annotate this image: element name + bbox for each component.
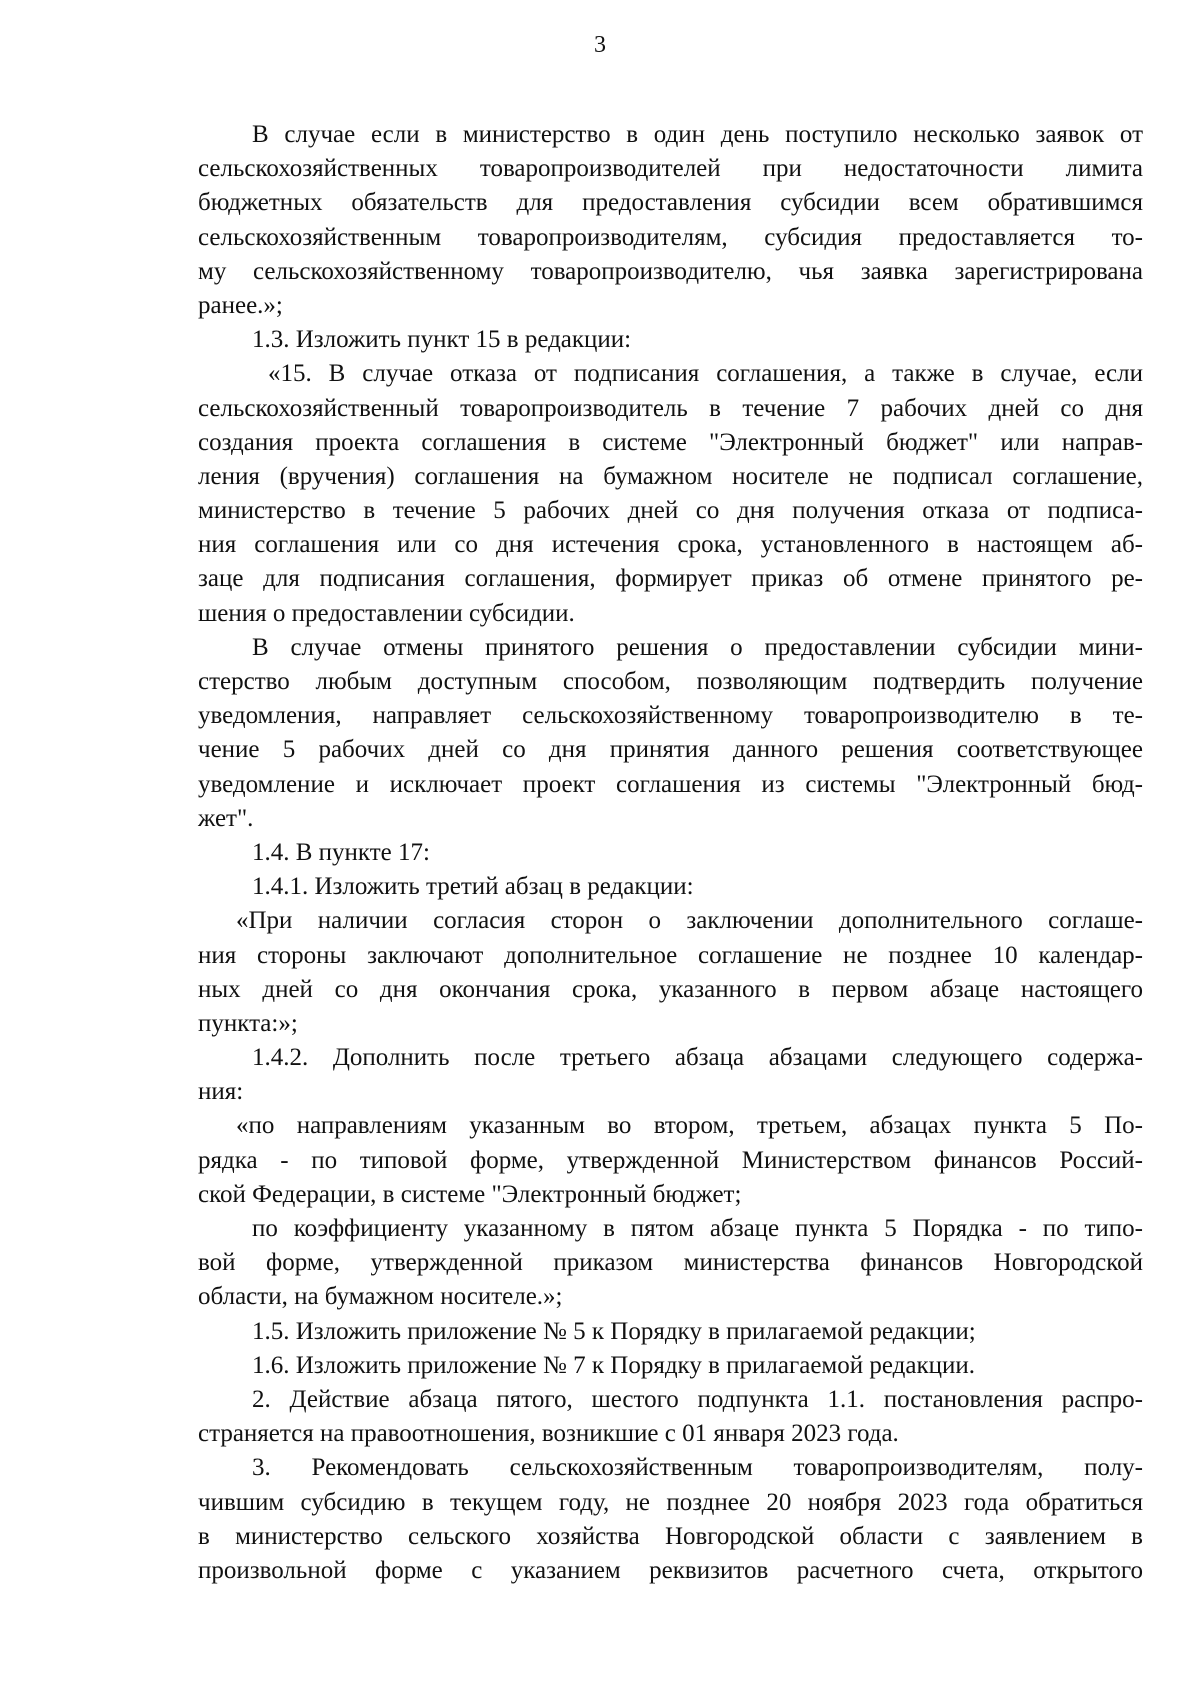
text-line: ской Федерации, в системе "Электронный бюджет; (198, 1180, 742, 1208)
text-line: уведомления, направляет сельскохозяйственному товаропроизводителю в те- (198, 702, 1143, 730)
text-line: вой форме, утвержденной приказом министерства финансов Новгородской (198, 1249, 1143, 1277)
text-line: чение 5 рабочих дней со дня принятия данного решения соответствующее (198, 736, 1143, 764)
text-line: страняется на правоотношения, возникшие с 01 января 2023 года. (198, 1420, 899, 1448)
text-line: му сельскохозяйственному товаропроизводителю, чья заявка зарегистрирована (198, 257, 1143, 285)
text-line: сельскохозяйственный товаропроизводитель в течение 7 рабочих дней со дня (198, 394, 1143, 422)
text-line: в министерство сельского хозяйства Новгородской области с заявлением в (198, 1522, 1143, 1550)
text-line: «15. В случае отказа от подписания соглашения, а также в случае, если (268, 360, 1143, 388)
text-line: 1.4. В пункте 17: (252, 838, 430, 866)
text-line: 1.5. Изложить приложение № 5 к Порядку в прилагаемой редакции; (252, 1317, 976, 1345)
text-line: ных дней со дня окончания срока, указанного в первом абзаце настоящего (198, 975, 1143, 1003)
text-line: 3. Рекомендовать сельскохозяйственным товаропроизводителям, полу- (252, 1454, 1143, 1482)
text-line: 1.4.2. Дополнить после третьего абзаца абзацами следующего содержа- (252, 1044, 1143, 1072)
text-line: ния стороны заключают дополнительное соглашение не позднее 10 календар- (198, 941, 1143, 969)
text-line: 2. Действие абзаца пятого, шестого подпункта 1.1. постановления распро- (252, 1385, 1143, 1413)
text-line: ния: (198, 1078, 244, 1106)
text-line: области, на бумажном носителе.»; (198, 1283, 563, 1311)
text-line: сельскохозяйственным товаропроизводителям, субсидия предоставляется то- (198, 223, 1143, 251)
text-line: бюджетных обязательств для предоставления субсидии всем обратившимся (198, 189, 1143, 217)
document-body (198, 118, 1143, 1588)
text-line: по коэффициенту указанному в пятом абзаце пункта 5 Порядка - по типо- (252, 1215, 1143, 1242)
text-line: шения о предоставлении субсидии. (198, 599, 575, 627)
text-line: сельскохозяйственных товаропроизводителей при недостаточности лимита (198, 155, 1143, 183)
text-line: ранее.»; (198, 291, 283, 319)
text-line: создания проекта соглашения в системе "Электронный бюджет" или направ- (198, 428, 1143, 456)
text-line: «При наличии согласия сторон о заключении дополнительного соглаше- (236, 907, 1143, 935)
text-line: стерство любым доступным способом, позволяющим подтвердить получение (198, 668, 1143, 695)
text-line: жет". (198, 804, 254, 832)
text-line: ния соглашения или со дня истечения срока, установленного в настоящем аб- (198, 531, 1143, 559)
text-line: В случае если в министерство в один день поступило несколько заявок от (252, 121, 1143, 148)
page-number: 3 (594, 32, 606, 58)
text-line: произвольной форме с указанием реквизитов расчетного счета, открытого (198, 1556, 1143, 1584)
text-line: 1.3. Изложить пункт 15 в редакции: (252, 326, 632, 354)
text-line: В случае отмены принятого решения о предоставлении субсидии мини- (252, 633, 1143, 661)
text-line: пункта:»; (198, 1009, 298, 1037)
text-line: министерство в течение 5 рабочих дней со дня получения отказа от подписа- (198, 497, 1143, 525)
text-line: 1.4.1. Изложить третий абзац в редакции: (252, 873, 694, 901)
text-line: уведомление и исключает проект соглашения из системы "Электронный бюд- (198, 770, 1143, 798)
text-line: 1.6. Изложить приложение № 7 к Порядку в прилагаемой редакции. (252, 1351, 975, 1379)
text-line: заце для подписания соглашения, формирует приказ об отмене принятого ре- (198, 565, 1143, 593)
text-line: рядка - по типовой форме, утвержденной Министерством финансов Россий- (198, 1146, 1143, 1174)
text-line: ления (вручения) соглашения на бумажном носителе не подписал соглашение, (198, 462, 1143, 490)
text-line: чившим субсидию в текущем году, не позднее 20 ноября 2023 года обратиться (198, 1488, 1143, 1516)
text-line: «по направлениям указанным во втором, третьем, абзацах пункта 5 По- (236, 1112, 1143, 1140)
